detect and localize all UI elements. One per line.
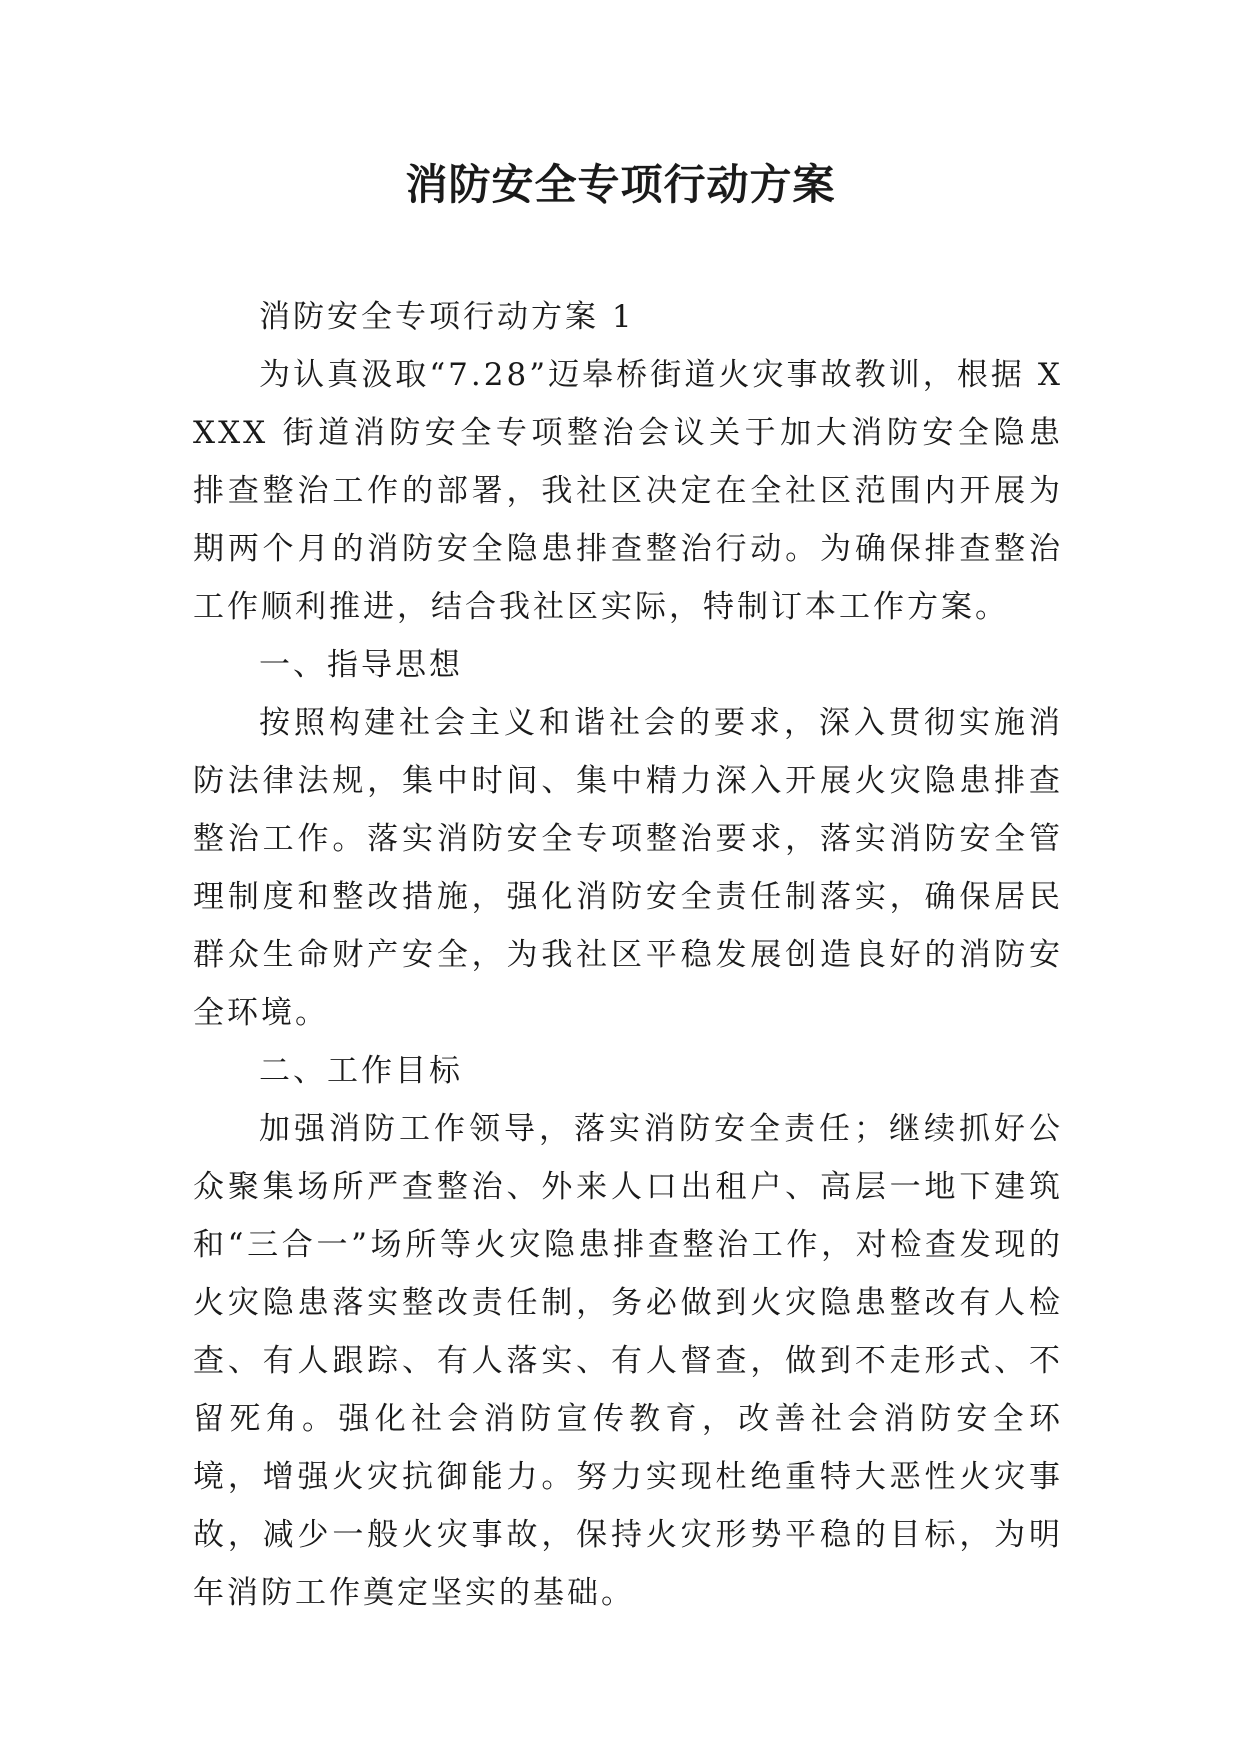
guiding-ideology-paragraph: 按照构建社会主义和谐社会的要求，深入贯彻实施消防法律法规，集中时间、集中精力深入开展火灾隐患排查整治工作。落实消防安全专项整治要求，落实消防安全管理制度和整改措施，强化消防安全责任制落实，确保居民群众生命财产安全，为我社区平稳发展创造良好的消防安全环境。: [193, 705, 1063, 1031]
section-heading-work-goals: 二、工作目标: [259, 1053, 463, 1089]
section-heading-guiding-ideology: 一、指导思想: [259, 647, 463, 683]
intro-paragraph: 为认真汲取“7.28”迈皋桥街道火灾事故教训，根据 XXXX 街道消防安全专项整治会议关于加大消防安全隐患排查整治工作的部署，我社区决定在全社区范围内开展为期两个月的消防安全隐患排查整治行动。为确保排查整治工作顺利推进，结合我社区实际，特制订本工作方案。: [193, 357, 1063, 625]
document-title: 消防安全专项行动方案: [405, 160, 836, 209]
subtitle-paragraph: 消防安全专项行动方案 1: [259, 299, 635, 335]
work-goals-paragraph: 加强消防工作领导，落实消防安全责任；继续抓好公众聚集场所严查整治、外来人口出租户、高层一地下建筑和“三合一”场所等火灾隐患排查整治工作，对检查发现的火灾隐患落实整改责任制，务必做到火灾隐患整改有人检查、有人跟踪、有人落实、有人督查，做到不走形式、不留死角。强化社会消防宣传教育，改善社会消防安全环境，增强火灾抗御能力。努力实现杜绝重特大恶性火灾事故，减少一般火灾事故，保持火灾形势平稳的目标，为明年消防工作奠定坚实的基础。: [193, 1111, 1063, 1611]
document-body: [193, 288, 1063, 1622]
